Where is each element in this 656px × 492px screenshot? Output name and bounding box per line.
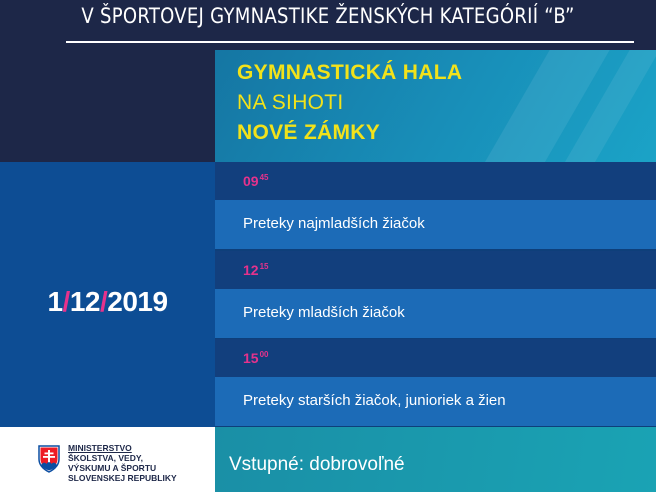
ministry-line: ŠKOLSTVA, VEDY,	[68, 453, 143, 463]
date-year: 2019	[107, 286, 168, 317]
schedule-event: Preteky najmladších žiačok	[243, 215, 425, 232]
header-bar	[0, 0, 656, 50]
date-month: 12	[69, 286, 100, 317]
schedule-time	[243, 262, 268, 278]
schedule-time	[243, 350, 268, 366]
entry-fee-panel	[215, 427, 656, 492]
schedule-time-row	[215, 251, 656, 289]
schedule-event-row	[215, 289, 656, 338]
ministry-name	[68, 443, 177, 483]
ministry-logo-panel	[0, 427, 215, 492]
venue-city: NOVÉ ZÁMKY	[237, 121, 381, 144]
venue-name: GYMNASTICKÁ HALA	[237, 61, 463, 84]
ministry-line: VÝSKUMU A ŠPORTU	[68, 463, 157, 473]
navy-block	[0, 50, 215, 162]
time-minute: 15	[259, 262, 269, 271]
schedule-event-row	[215, 377, 656, 426]
schedule-time-row	[215, 339, 656, 377]
schedule-event: Preteky mladších žiačok	[243, 304, 405, 321]
event-date	[0, 286, 215, 318]
page-title: V ŠPORTOVEJ GYMNASTIKE ŽENSKÝCH KATEGÓRIÍ “B”	[81, 4, 575, 28]
ministry-line: SLOVENSKEJ REPUBLIKY	[68, 473, 177, 483]
time-hour: 12	[243, 262, 259, 278]
venue-panel	[215, 50, 656, 162]
date-separator: /	[62, 286, 70, 317]
venue-location: NA SIHOTI	[237, 91, 344, 114]
entry-fee-text: Vstupné: dobrovoľné	[229, 454, 405, 475]
schedule-time	[243, 173, 268, 189]
schedule-event-row	[215, 200, 656, 249]
schedule-time-row	[215, 162, 656, 200]
time-hour: 09	[243, 173, 259, 189]
ministry-line: MINISTERSTVO	[68, 443, 132, 453]
schedule-event: Preteky starších žiačok, junioriek a žien	[243, 392, 506, 409]
title-underline	[66, 41, 634, 43]
time-minute: 00	[259, 350, 269, 359]
slovak-coat-of-arms-icon	[38, 445, 60, 473]
time-minute: 45	[259, 173, 269, 182]
date-separator: /	[99, 286, 108, 317]
time-hour: 15	[243, 350, 259, 366]
date-day: 1	[47, 286, 63, 317]
